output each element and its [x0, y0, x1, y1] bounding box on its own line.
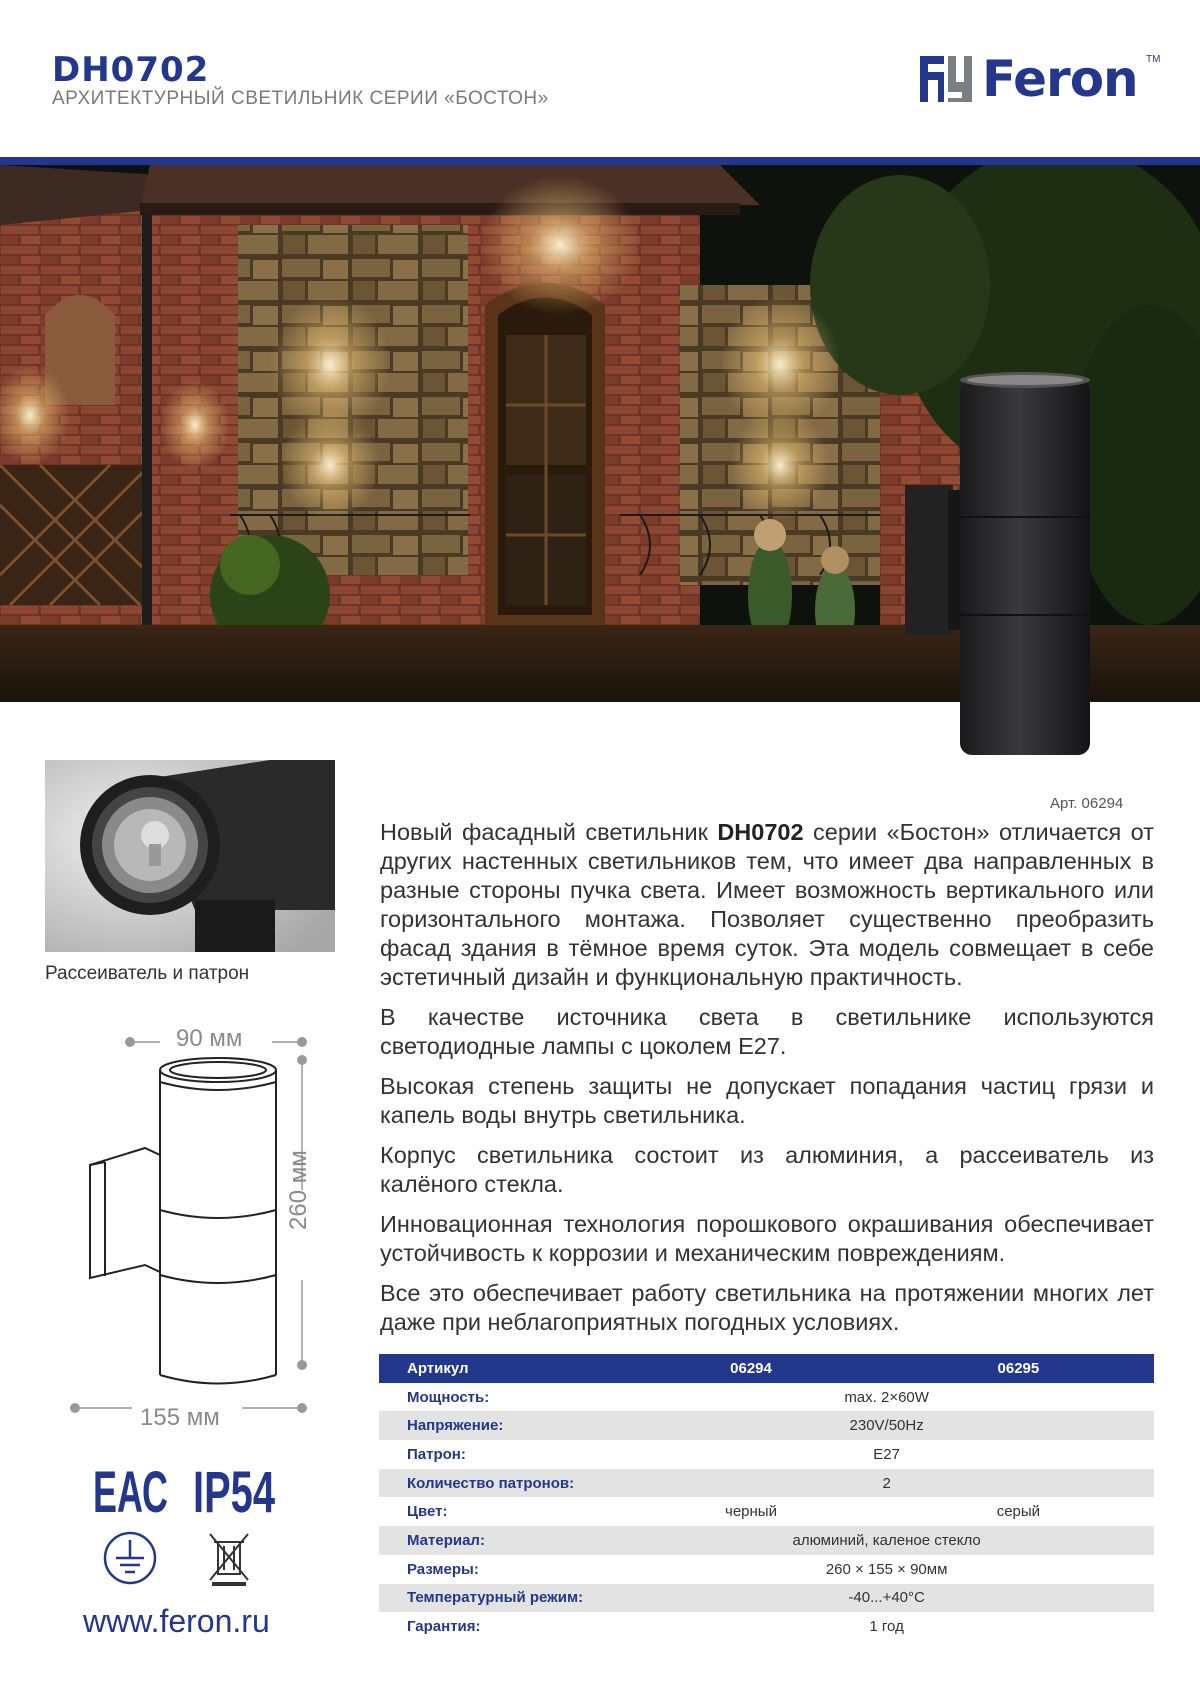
feron-logo-mark-icon — [918, 52, 978, 108]
product-description — [380, 818, 1154, 1348]
table-row: Напряжение: 230V/50Hz — [379, 1411, 1154, 1440]
description-paragraph: Высокая степень защиты не допускает попадания частиц грязи и капель воды внутрь светильника. — [380, 1073, 1154, 1128]
table-row: Количество патронов: 2 — [379, 1469, 1154, 1498]
compliance-icons — [100, 1528, 300, 1588]
no-trash-disposal-icon — [210, 1534, 248, 1584]
header-article: Артикул — [379, 1354, 619, 1383]
ground-protection-icon — [105, 1533, 155, 1583]
specs-header-row — [379, 1354, 1154, 1383]
certification-marks — [93, 1460, 313, 1520]
table-row: Температурный режим: -40...+40°C — [379, 1584, 1154, 1613]
table-row: Гарантия: 1 год — [407, 1618, 904, 1636]
height-dimension: 260 мм — [285, 1150, 312, 1230]
dimension-drawing — [60, 1020, 360, 1440]
description-paragraph: Корпус светильника состоит из алюминия, а рассеиватель из калёного стекла. — [380, 1142, 1154, 1197]
specs-table — [379, 1354, 1154, 1641]
width-dimension: 90 мм — [176, 1025, 243, 1052]
description-paragraph: Все это обеспечивает работу светильника на протяжении многих лет даже при неблагоприятных погодных условиях. — [380, 1280, 1154, 1335]
description-paragraph: В качестве источника света в светильнике используются светодиодные лампы с цоколем E27. — [380, 1004, 1154, 1059]
model-highlight: DH0702 — [717, 819, 804, 845]
header-sku-a: 06294 — [619, 1354, 883, 1383]
article-note: Арт. 06294 — [1050, 795, 1124, 812]
website-link[interactable]: www.feron.ru — [83, 1603, 270, 1639]
description-paragraph: Инновационная технология порошкового окрашивания обеспечивает устойчивость к коррозии и механическим повреждениям. — [380, 1211, 1154, 1266]
detail-caption: Рассеиватель и патрон — [45, 963, 250, 984]
depth-dimension: 155 мм — [140, 1404, 220, 1431]
table-row: Мощность: max. 2×60W — [407, 1388, 929, 1406]
brand-name: Feron — [982, 50, 1138, 108]
trademark: TM — [1146, 54, 1161, 65]
header-sku-b: 06295 — [883, 1354, 1154, 1383]
product-render — [900, 360, 1100, 780]
table-row: Патрон: E27 — [407, 1445, 900, 1463]
diffuser-detail-photo — [45, 760, 335, 952]
feron-logo — [918, 50, 1161, 112]
header-divider — [0, 157, 1200, 165]
description-paragraph: Новый фасадный светильник DH0702 серии «Бостон» отличается от других настенных светильников тем, что имеет два направленных в разные стороны пучка света. Имеет возможность вертикального или горизонтального монтажа. Позволяет существенно преобразить фасад здания в тёмное время суток. Эта модель совмещает в себе эстетичный дизайн и функциональную практичность. — [380, 819, 1154, 990]
header — [0, 0, 1200, 160]
table-row: Цвет: черный серый — [407, 1503, 1041, 1521]
ip54-mark: IP54 — [193, 1460, 275, 1520]
eac-mark: ЕАС — [93, 1460, 168, 1520]
model-title: DH0702 — [52, 50, 210, 90]
table-row: Материал: алюминий, каленое стекло — [379, 1526, 1154, 1555]
table-row: Размеры: 260 × 155 × 90мм — [407, 1560, 948, 1578]
product-subtitle: АРХИТЕКТУРНЫЙ СВЕТИЛЬНИК СЕРИИ «БОСТОН» — [52, 88, 549, 109]
